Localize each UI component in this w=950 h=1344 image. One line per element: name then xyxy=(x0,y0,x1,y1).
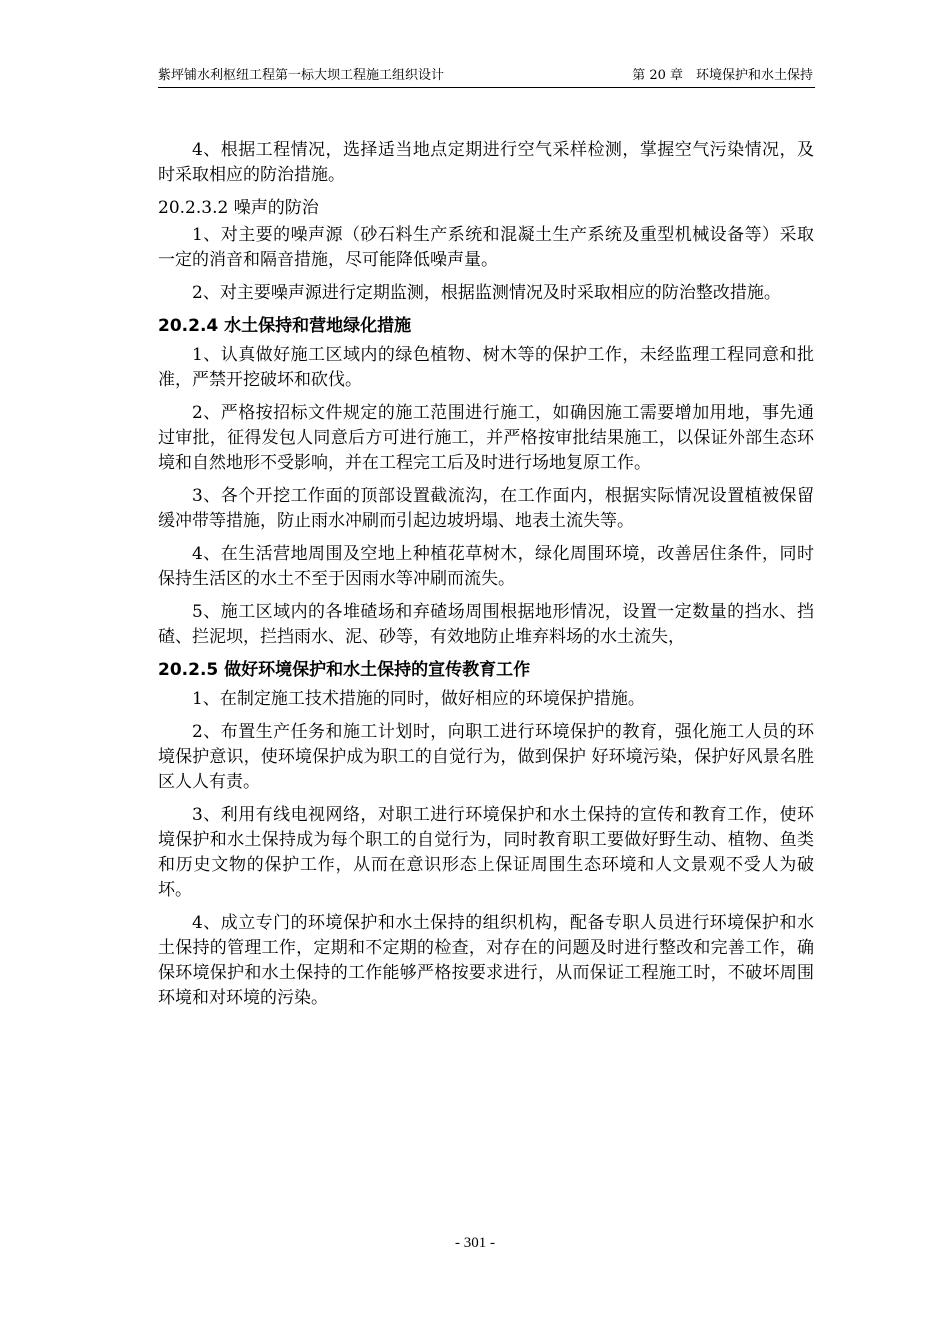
paragraph-air-sampling: 4、根据工程情况，选择适当地点定期进行空气采样检测，掌握空气污染情况，及时采取相应的防治措施。 xyxy=(158,140,814,185)
header-divider xyxy=(158,87,815,88)
page-number: - 301 - xyxy=(455,1235,495,1251)
heading-education: 20.2.5 做好环境保护和水土保持的宣传教育工作 xyxy=(158,660,531,680)
paragraph-noise-1: 1、对主要的噪声源（砂石料生产系统和混凝土生产系统及重型机械设备等）采取一定的消音和隔音措施，尽可能降低噪声量。 xyxy=(158,225,814,270)
paragraph-soil-4: 4、在生活营地周围及空地上种植花草树木，绿化周围环境，改善居住条件，同时保持生活区的水土不至于因雨水等冲刷而流失。 xyxy=(158,544,814,589)
heading-soil-conservation: 20.2.4 水土保持和营地绿化措施 xyxy=(158,316,412,336)
header-chapter-title: 第 20 章 环境保护和水土保持 xyxy=(632,68,813,83)
paragraph-soil-3: 3、各个开挖工作面的顶部设置截流沟，在工作面内，根据实际情况设置植被保留缓冲带等措施，防止雨水冲刷而引起边坡坍塌、地表土流失等。 xyxy=(158,486,814,531)
document-body xyxy=(158,138,814,1019)
paragraph-soil-1: 1、认真做好施工区域内的绿色植物、树木等的保护工作，未经监理工程同意和批准，严禁开挖破坏和砍伐。 xyxy=(158,345,814,390)
header-document-title: 紫坪铺水利枢纽工程第一标大坝工程施工组织设计 xyxy=(158,68,445,83)
paragraph-noise-2: 2、对主要噪声源进行定期监测，根据监测情况及时采取相应的防治整改措施。 xyxy=(192,283,781,303)
heading-noise-control: 20.2.3.2 噪声的防治 xyxy=(158,198,319,218)
paragraph-edu-4: 4、成立专门的环境保护和水土保持的组织机构，配备专职人员进行环境保护和水土保持的管理工作，定期和不定期的检查，对存在的问题及时进行整改和完善工作，确保环境保护和水土保持的工作能够严格按要求进行，从而保证工程施工时，不破坏周围环境和对环境的污染。 xyxy=(158,913,814,1008)
paragraph-soil-5: 5、施工区域内的各堆碴场和弃碴场周围根据地形情况，设置一定数量的挡水、挡碴、拦泥坝，拦挡雨水、泥、砂等，有效地防止堆弃料场的水土流失， xyxy=(158,602,814,647)
running-header xyxy=(158,66,815,86)
paragraph-soil-2: 2、严格按招标文件规定的施工范围进行施工，如确因施工需要增加用地，事先通过审批，征得发包人同意后方可进行施工，并严格按审批结果施工，以保证外部生态环境和自然地形不受影响，并在工程完工后及时进行场地复原工作。 xyxy=(158,403,814,473)
paragraph-edu-2: 2、布置生产任务和施工计划时，向职工进行环境保护的教育，强化施工人员的环境保护意识，使环境保护成为职工的自觉行为，做到保护 好环境污染，保护好风景名胜区人人有责。 xyxy=(158,722,814,792)
paragraph-edu-3: 3、利用有线电视网络，对职工进行环境保护和水土保持的宣传和教育工作，使环境保护和水土保持成为每个职工的自觉行为，同时教育职工要做好野生动、植物、鱼类和历史文物的保护工作，从而在意识形态上保证周围生态环境和人文景观不受人为破坏。 xyxy=(158,805,814,900)
paragraph-edu-1: 1、在制定施工技术措施的同时，做好相应的环境保护措施。 xyxy=(192,689,645,709)
